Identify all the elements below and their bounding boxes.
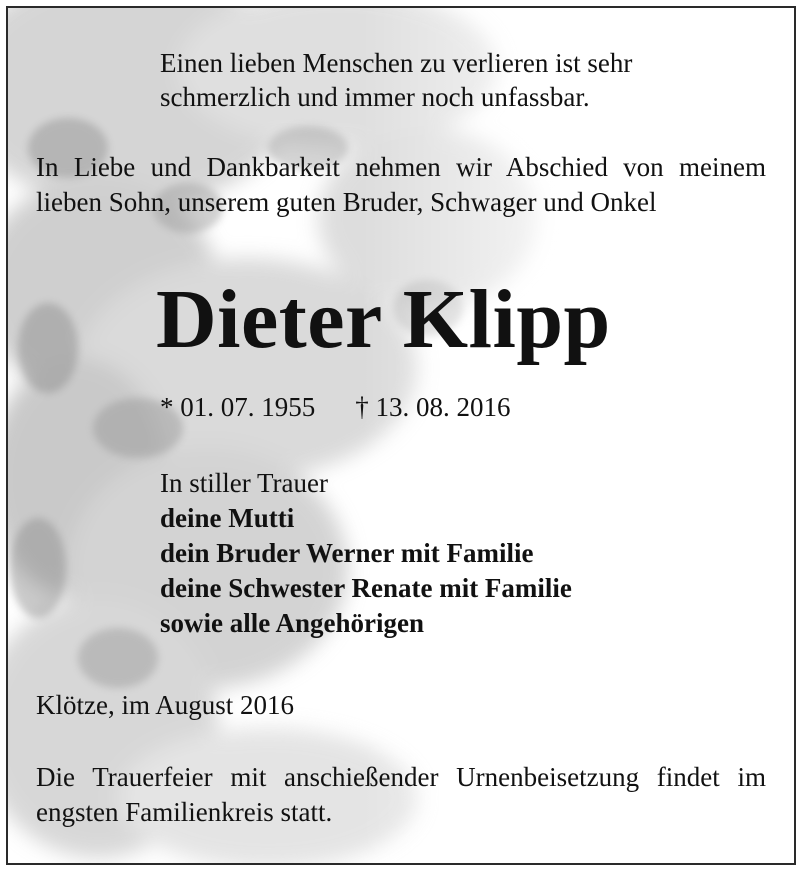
life-dates bbox=[160, 390, 511, 424]
funeral-note: Die Trauerfeier mit anschießender Urnenbeisetzung findet im engsten Familienkreis statt. bbox=[36, 762, 766, 827]
birth-date: * 01. 07. 1955 bbox=[160, 392, 316, 422]
mourner-entry: dein Bruder Werner mit Familie bbox=[160, 538, 534, 568]
motto-line: schmerzlich und immer noch unfassbar. bbox=[160, 82, 590, 112]
mourner-entry: deine Mutti bbox=[160, 503, 295, 533]
mourner-entry: sowie alle Angehörigen bbox=[160, 608, 424, 638]
mourning-intro: In stiller Trauer bbox=[160, 468, 328, 498]
death-date: † 13. 08. 2016 bbox=[355, 392, 511, 422]
deceased-name: Dieter Klipp bbox=[156, 273, 611, 366]
place-and-date: Klötze, im August 2016 bbox=[36, 690, 294, 720]
motto-line: Einen lieben Menschen zu verlieren ist sehr bbox=[160, 48, 633, 78]
mourners-list bbox=[160, 466, 572, 641]
obituary-notice bbox=[6, 6, 796, 865]
mourner-entry: deine Schwester Renate mit Familie bbox=[160, 573, 572, 603]
motto-quote bbox=[160, 46, 632, 114]
farewell-intro: In Liebe und Dankbarkeit nehmen wir Abschied von meinem lieben Sohn, unserem guten Bruder, Schwager und Onkel bbox=[36, 152, 766, 217]
